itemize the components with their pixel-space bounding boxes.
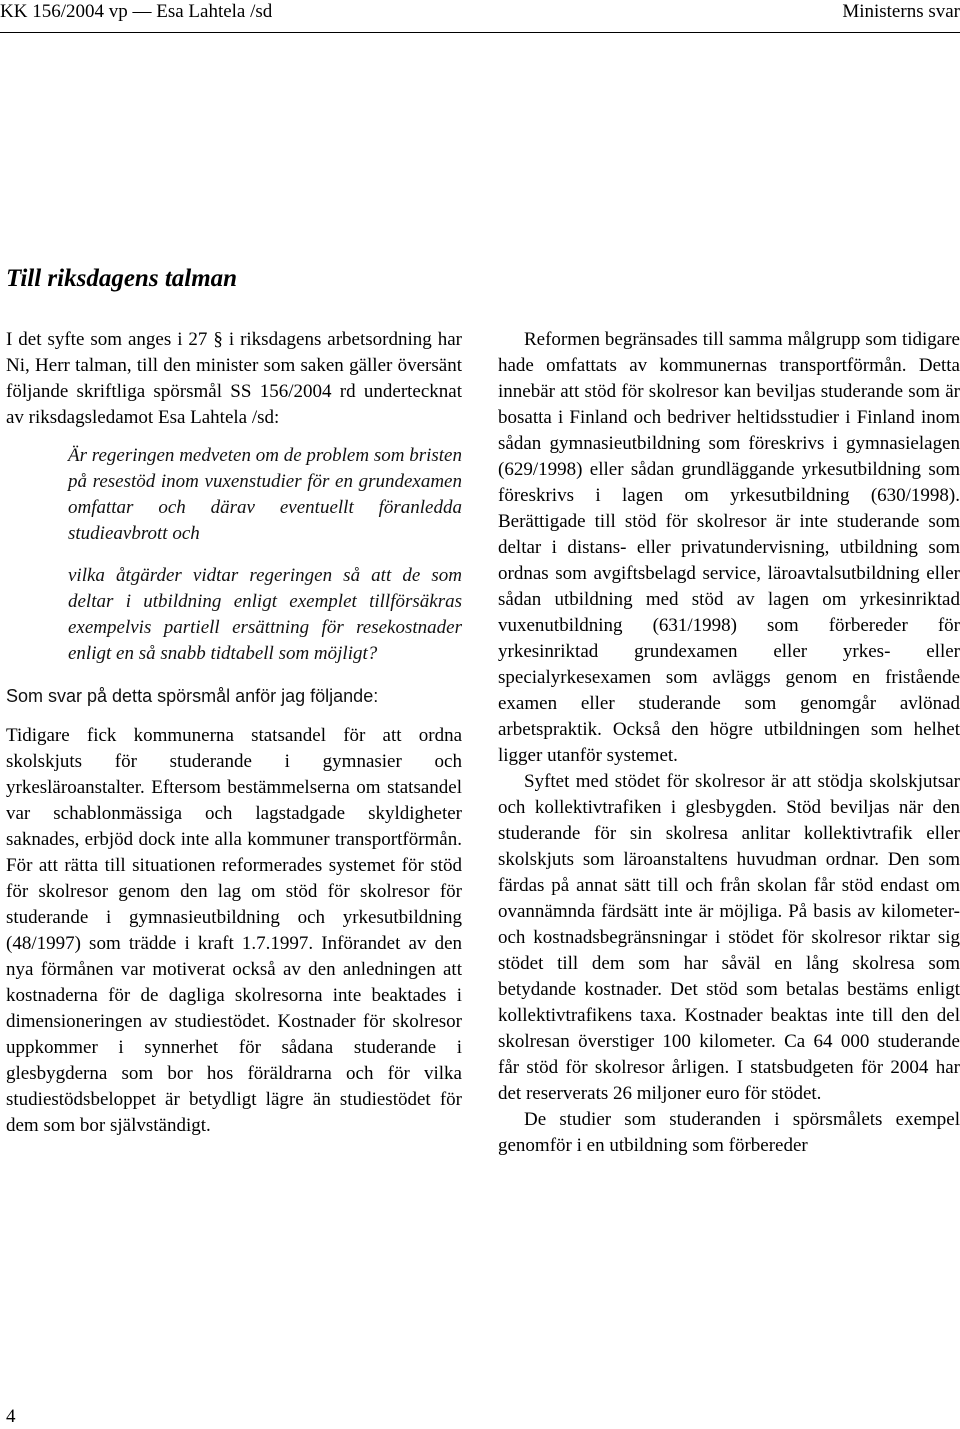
- question-2-text: vilka åtgärder vidtar regeringen så att de som deltar i utbildning enligt exemplet tillförsäkras exempelvis partiell ersättning för resekostnader enligt en så snabb tidtabell som möjligt?: [68, 565, 462, 664]
- answer-paragraph-1: Tidigare fick kommunerna statsandel för att ordna skolskjuts för studerande i gymnasier och yrkesläroanstalter. Eftersom bestämmelserna om statsandel var schablonmässiga och lagstadgade skyldigheter saknades, erbjöd dock inte alla kommuner transportförmån. För att rätta till situationen reformerades systemet för stöd för skolresor genom den lag om stöd för skolresor för studerande i gymnasieutbildning och yrkesutbildning (48/1997) som trädde i kraft 1.7.1997. Införandet av den nya förmånen var motiverat också av den anledningen att kostnaderna för de dagliga skolresorna inte beaktades i dimensioneringen av studiestödet. Kostnader för skolresor uppkommer i synnerhet för sådana studerande i glesbygderna som bor hos föräldrarna och för vilka studiestödsbeloppet är betydligt lägre än studiestödet för dem som bor självständigt.: [6, 725, 462, 1136]
- answer-intro: Som svar på detta spörsmål anför jag följande:: [6, 686, 379, 706]
- page-header: [0, 0, 960, 24]
- answer-paragraph-4: De studier som studeranden i spörsmålets exempel genomför i en utbildning som förbereder: [498, 1109, 960, 1156]
- left-column: [6, 327, 462, 1139]
- page-number: 4: [6, 1406, 16, 1427]
- question-1-block: [6, 443, 462, 547]
- intro-paragraph: I det syfte som anges i 27 § i riksdagens arbetsordning har Ni, Herr talman, till den minister som saken gäller översänt följande skriftliga spörsmål SS 156/2004 rd undertecknat av riksdagsledamot Esa Lahtela /sd:: [6, 329, 462, 428]
- right-column: [498, 327, 960, 1159]
- answer-paragraph-2: Reformen begränsades till samma målgrupp som tidigare hade omfattats av kommunernas transportförmån. Detta innebär att stöd för skolresor kan beviljas studerande som är bosatta i Finland och bedriver heltidsstudier i Finland inom sådan gymnasieutbildning som föreskrivs i gymnasielagen (629/1998) eller sådan grundläggande yrkesutbildning som föreskrivs i lagen om yrkesutbildning (630/1998). Berättigade till stöd för skolresor är inte studerande som deltar i distans- eller privatundervisning, utbildning som ordnas som avgiftsbelagd service, läroavtalsutbildning eller sådan utbildning med stöd av lagen om yrkesinriktad vuxenutbildning (631/1998) som förbereder för yrkesinriktad grundexamen eller yrkes- eller specialyrkesexamen som avläggs genom en fristående examen eller studerande som genomgår avlönad arbetspraktik. Också den högre utbildningen som helhet ligger utanför systemet.: [498, 329, 960, 766]
- question-1-text: Är regeringen medveten om de problem som bristen på resestöd inom vuxenstudier för en grundexamen omfattar och därav eventuellt föranledda studieavbrott och: [68, 445, 462, 544]
- header-divider: [0, 32, 960, 33]
- header-section-label: Ministerns svar: [842, 1, 960, 22]
- answer-paragraph-3: Syftet med stödet för skolresor är att stödja skolskjutsar och kollektivtrafiken i glesbygden. Stöd beviljas när den studerande för sin skolresa anlitar kollektivtrafik eller skolskjuts som läroanstaltens huvudman ordnar. Den som färdas på annat sätt till och från skolan får stöd endast om ovannämnda färdsätt inte är möjliga. På basis av kilometer- och kostnadsbegränsningar i stödet för skolresor riktar sig stödet till dem som har såväl en lång skolresa som betydande kostnader. Det stöd som betalas bestäms enligt kollektivtrafikens taxa. Kostnader beaktas inte till den del skolresan överstiger 100 kilometer. Ca 64 000 studerande får stöd för skolresor årligen. I statsbudgeten för 2004 har det reserverats 26 miljoner euro för stödet.: [498, 771, 960, 1104]
- question-2-block: [6, 563, 462, 667]
- document-title: Till riksdagens talman: [6, 265, 238, 292]
- header-document-reference: KK 156/2004 vp — Esa Lahtela /sd: [0, 1, 273, 22]
